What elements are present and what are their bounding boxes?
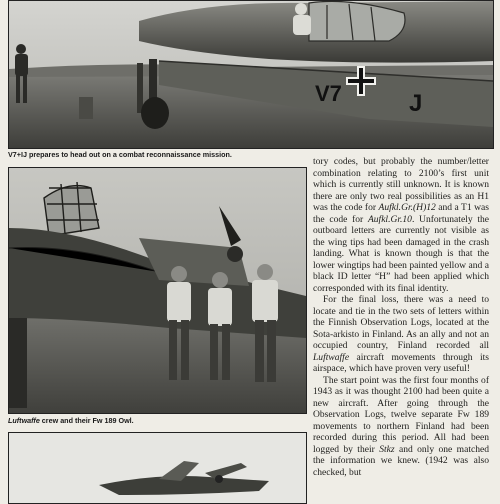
article-italic-run: Luftwaffe [313, 351, 350, 363]
photo2-caption-text: crew and their Fw 189 Owl. [39, 416, 134, 425]
photo2-caption [8, 416, 134, 426]
photo-fw189-flight [8, 432, 307, 504]
article-text [313, 156, 489, 478]
article-text-run: The start point was the first four months of 1943 as it was thought 2100 had been quite a new aircraft. After going through the Observation Logs, twelve separate Fw 189 movements to northern Finland had been recorded during this period. All had been logged by their [313, 374, 489, 455]
article-text-run: and a T1 was the code for [313, 202, 489, 225]
article-text-run: aircraft movements through its airspace, which have proven very useful! [313, 351, 489, 374]
photo-aircraft-v7-ij [8, 0, 494, 149]
article-italic-run: Aufkl.Gr.10 [367, 213, 412, 225]
article-text-run: For the final loss, there was a need to locate and tie in the two sets of letters within the Finnish Observation Logs, located at the Sota-arkisto in Finland. As an ally and not an occupied country, Finland recorded all [313, 294, 489, 351]
aircraft-code-left: V7 [315, 81, 342, 106]
photo2-caption-italic: Luftwaffe [8, 416, 40, 425]
article-text-run: . Unfortunately the outboard letters are currently not visible as the wing tips had been damaged in the crash landing. What is known though is that the lower wingtips had been painted yellow and a black ID letter “H” had been applied which corresponded with its final identity. [313, 213, 489, 294]
photo1-caption: V7+IJ prepares to head out on a combat reconnaissance mission. [8, 150, 232, 159]
photo-fw189-crew [8, 167, 307, 414]
article-text-run: and only one matched the information we knew. (1942 was also checked, but [313, 443, 489, 478]
article-text-run: tory codes, but probably the number/letter combination relating to 2100’s first unit which is currently still unknown. It is known there are only two real possibilities as an H1 was the code for [313, 156, 489, 213]
article-paragraph [313, 294, 489, 375]
article-italic-run: Aufkl.Gr.(H)12 [378, 202, 436, 213]
article-italic-run: Stkz [379, 443, 395, 455]
article-paragraph [313, 375, 489, 479]
aircraft-code-right: J [409, 90, 423, 117]
article-paragraph [313, 156, 489, 294]
